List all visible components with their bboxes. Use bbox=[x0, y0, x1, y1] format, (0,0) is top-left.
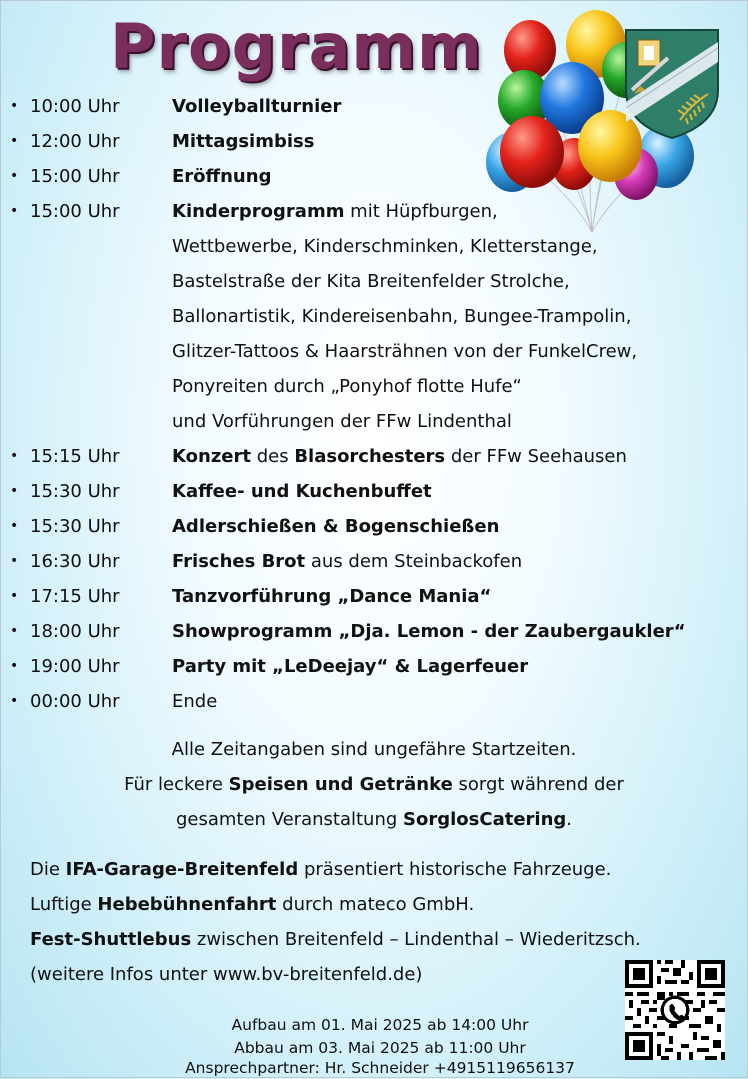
schedule-text: des bbox=[250, 446, 295, 467]
schedule-time: 12:00 Uhr bbox=[30, 131, 120, 152]
page-title: Programm bbox=[110, 10, 483, 83]
schedule-row bbox=[0, 369, 748, 404]
info-text: Luftige bbox=[30, 894, 98, 915]
schedule-list bbox=[0, 89, 748, 719]
note-text: Alle Zeitangaben sind ungefähre Startzeiten. bbox=[171, 739, 577, 760]
schedule-text: mit Hüpfburgen, bbox=[344, 201, 498, 222]
schedule-time: 10:00 Uhr bbox=[30, 96, 120, 117]
schedule-description bbox=[172, 544, 522, 579]
footer-teardown: Abbau am 03. Mai 2025 ab 11:00 Uhr bbox=[234, 1039, 526, 1057]
note-bold-text: SorglosCatering bbox=[403, 809, 567, 830]
note-text: . bbox=[566, 809, 573, 830]
qr-code-icon[interactable] bbox=[625, 960, 725, 1060]
schedule-row bbox=[0, 264, 748, 299]
schedule-bold-text: Volleyballturnier bbox=[172, 96, 342, 117]
schedule-description bbox=[172, 194, 498, 229]
schedule-text: Bastelstraße der Kita Breitenfelder Strolche, bbox=[172, 271, 570, 292]
bullet-icon: • bbox=[10, 98, 19, 114]
schedule-bold-text: Adlerschießen & Bogenschießen bbox=[172, 516, 500, 537]
schedule-bold-text: Blasorchesters bbox=[294, 446, 446, 467]
schedule-description bbox=[172, 579, 491, 614]
info-text: zwischen Breitenfeld – Lindenthal – Wiederitzsch. bbox=[191, 929, 641, 950]
schedule-time: 15:00 Uhr bbox=[30, 201, 120, 222]
schedule-row bbox=[0, 159, 748, 194]
schedule-description bbox=[172, 159, 271, 194]
schedule-row bbox=[0, 194, 748, 229]
bullet-icon: • bbox=[10, 203, 19, 219]
info-bold-text: Hebebühnenfahrt bbox=[97, 894, 277, 915]
info-text: Die bbox=[30, 859, 66, 880]
note-bold-text: Speisen und Getränke bbox=[228, 774, 453, 795]
schedule-row bbox=[0, 579, 748, 614]
bullet-icon: • bbox=[10, 448, 19, 464]
note-catering-2 bbox=[0, 802, 748, 837]
schedule-time: 17:15 Uhr bbox=[30, 586, 120, 607]
schedule-row bbox=[0, 404, 748, 439]
schedule-text: Wettbewerbe, Kinderschminken, Kletterstange, bbox=[172, 236, 598, 257]
schedule-bold-text: Kaffee- und Kuchenbuffet bbox=[172, 481, 432, 502]
schedule-row bbox=[0, 334, 748, 369]
schedule-description bbox=[172, 474, 432, 509]
footer-setup: Aufbau am 01. Mai 2025 ab 14:00 Uhr bbox=[231, 1016, 529, 1034]
schedule-time: 15:15 Uhr bbox=[30, 446, 120, 467]
schedule-time: 19:00 Uhr bbox=[30, 656, 120, 677]
note-text: Für leckere bbox=[124, 774, 229, 795]
website-link-text[interactable]: (weitere Infos unter www.bv-breitenfeld.de) bbox=[30, 964, 423, 985]
schedule-text: aus dem Steinbackofen bbox=[305, 551, 523, 572]
bullet-icon: • bbox=[10, 483, 19, 499]
info-bold-text: IFA-Garage-Breitenfeld bbox=[65, 859, 299, 880]
schedule-description bbox=[172, 229, 598, 264]
footer-contact: Ansprechpartner: Hr. Schneider +4915119656137 bbox=[185, 1059, 575, 1077]
info-bold-text: Fest-Shuttlebus bbox=[30, 929, 192, 950]
schedule-description bbox=[172, 124, 314, 159]
schedule-time: 18:00 Uhr bbox=[30, 621, 120, 642]
schedule-text: Glitzer-Tattoos & Haarsträhnen von der FunkelCrew, bbox=[172, 341, 638, 362]
schedule-description bbox=[172, 89, 341, 124]
schedule-bold-text: Party mit „LeDeejay“ & Lagerfeuer bbox=[172, 656, 529, 677]
schedule-row bbox=[0, 474, 748, 509]
info-text: präsentiert historische Fahrzeuge. bbox=[298, 859, 612, 880]
schedule-time: 16:30 Uhr bbox=[30, 551, 120, 572]
schedule-row bbox=[0, 544, 748, 579]
schedule-row bbox=[0, 509, 748, 544]
schedule-bold-text: Showprogramm „Dja. Lemon - der Zaubergaukler“ bbox=[172, 621, 686, 642]
schedule-text: der FFw Seehausen bbox=[445, 446, 627, 467]
info-ifa-garage bbox=[30, 852, 611, 887]
schedule-time: 00:00 Uhr bbox=[30, 691, 120, 712]
note-text: gesamten Veranstaltung bbox=[175, 809, 404, 830]
schedule-description bbox=[172, 404, 512, 439]
bullet-icon: • bbox=[10, 623, 19, 639]
schedule-bold-text: Kinderprogramm bbox=[172, 201, 345, 222]
bullet-icon: • bbox=[10, 553, 19, 569]
bullet-icon: • bbox=[10, 133, 19, 149]
schedule-row bbox=[0, 439, 748, 474]
schedule-row bbox=[0, 299, 748, 334]
schedule-description bbox=[172, 369, 522, 404]
schedule-bold-text: Tanzvorführung „Dance Mania“ bbox=[172, 586, 492, 607]
schedule-time: 15:00 Uhr bbox=[30, 166, 120, 187]
schedule-text: Ballonartistik, Kindereisenbahn, Bungee-Trampolin, bbox=[172, 306, 632, 327]
schedule-description bbox=[172, 509, 499, 544]
schedule-description bbox=[172, 439, 627, 474]
schedule-description bbox=[172, 649, 528, 684]
schedule-text: Ponyreiten durch „Ponyhof flotte Hufe“ bbox=[172, 376, 522, 397]
schedule-row bbox=[0, 649, 748, 684]
schedule-row bbox=[0, 614, 748, 649]
schedule-description bbox=[172, 684, 217, 719]
schedule-bold-text: Konzert bbox=[172, 446, 251, 467]
schedule-bold-text: Eröffnung bbox=[172, 166, 272, 187]
bullet-icon: • bbox=[10, 518, 19, 534]
schedule-description bbox=[172, 614, 686, 649]
schedule-time: 15:30 Uhr bbox=[30, 481, 120, 502]
info-text: durch mateco GmbH. bbox=[276, 894, 475, 915]
note-text: sorgt während der bbox=[452, 774, 624, 795]
note-start-times bbox=[0, 732, 748, 767]
info-website[interactable] bbox=[30, 957, 422, 992]
bullet-icon: • bbox=[10, 658, 19, 674]
bullet-icon: • bbox=[10, 168, 19, 184]
schedule-row bbox=[0, 89, 748, 124]
schedule-text: und Vorführungen der FFw Lindenthal bbox=[172, 411, 512, 432]
schedule-bold-text: Frisches Brot bbox=[172, 551, 306, 572]
schedule-description bbox=[172, 334, 637, 369]
info-shuttlebus bbox=[30, 922, 641, 957]
schedule-description bbox=[172, 299, 631, 334]
schedule-text: Ende bbox=[172, 691, 218, 712]
bullet-icon: • bbox=[10, 588, 19, 604]
info-hebebuehne bbox=[30, 887, 474, 922]
schedule-bold-text: Mittagsimbiss bbox=[172, 131, 315, 152]
note-catering-1 bbox=[0, 767, 748, 802]
bullet-icon: • bbox=[10, 693, 19, 709]
schedule-description bbox=[172, 264, 570, 299]
schedule-time: 15:30 Uhr bbox=[30, 516, 120, 537]
schedule-row bbox=[0, 229, 748, 264]
schedule-row bbox=[0, 684, 748, 719]
schedule-row bbox=[0, 124, 748, 159]
